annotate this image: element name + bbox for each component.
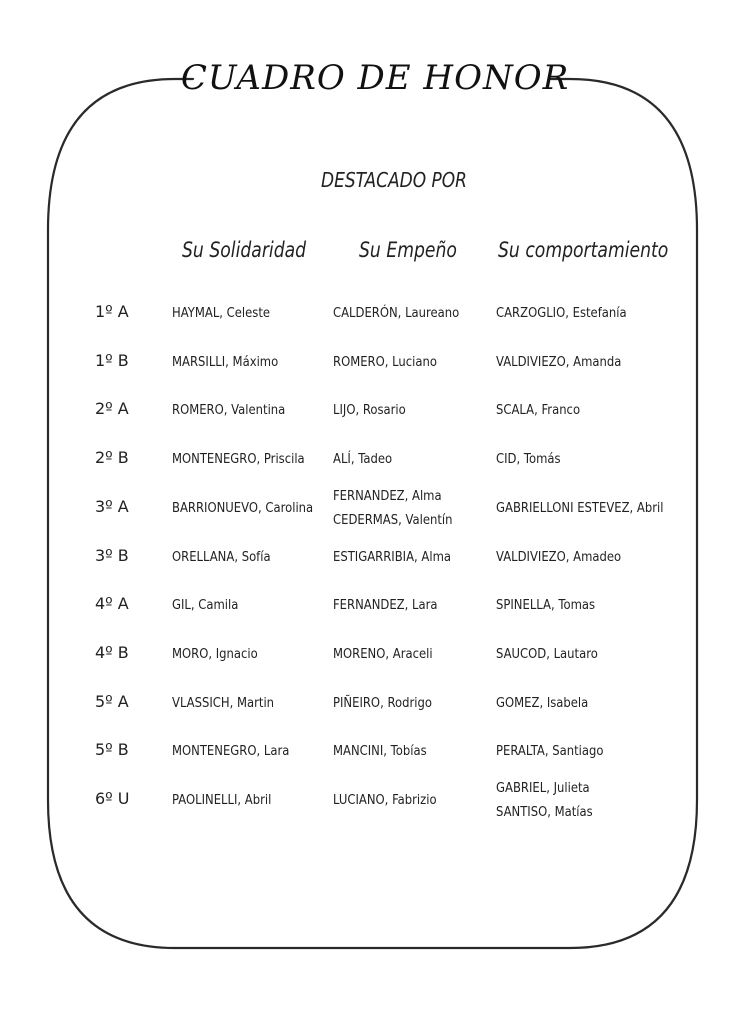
student-name: BARRIONUEVO, Carolina <box>172 499 314 516</box>
student-name: MORO, Ignacio <box>172 645 258 662</box>
student-name: PIÑEIRO, Rodrigo <box>333 694 432 711</box>
cell-solidaridad <box>172 447 305 471</box>
student-name: LIJO, Rosario <box>333 402 406 419</box>
cell-empeno <box>333 739 427 763</box>
cell-solidaridad <box>172 593 238 617</box>
column-header-empeno: Su Empeño <box>359 238 457 262</box>
cell-comportamiento <box>496 593 595 617</box>
section-subtitle: DESTACADO POR <box>321 168 467 192</box>
cell-comportamiento <box>496 691 588 715</box>
cell-empeno <box>333 447 392 471</box>
student-name: ROMERO, Luciano <box>333 353 437 370</box>
student-name: GIL, Camila <box>172 597 239 614</box>
student-name: GABRIELLONI ESTEVEZ, Abril <box>496 499 664 516</box>
grade-label: 5º B <box>95 740 129 760</box>
student-name: VALDIVIEZO, Amadeo <box>496 548 622 565</box>
cell-empeno <box>333 398 406 422</box>
student-name: FERNANDEZ, Alma <box>333 487 442 504</box>
student-name: PERALTA, Santiago <box>496 743 604 760</box>
cell-comportamiento <box>496 776 593 824</box>
cell-solidaridad <box>172 788 271 812</box>
student-name: ALÍ, Tadeo <box>333 451 393 468</box>
cell-solidaridad <box>172 739 289 763</box>
student-name: ROMERO, Valentina <box>172 402 286 419</box>
grade-label: 4º A <box>95 594 129 614</box>
cell-comportamiento <box>496 642 598 666</box>
cell-comportamiento <box>496 301 627 325</box>
cell-empeno <box>333 545 451 569</box>
student-name: ORELLANA, Sofía <box>172 548 271 565</box>
student-name: MANCINI, Tobías <box>333 743 427 760</box>
cell-comportamiento <box>496 350 621 374</box>
student-name: ESTIGARRIBIA, Alma <box>333 548 452 565</box>
grade-label: 5º A <box>95 691 129 711</box>
cell-solidaridad <box>172 691 274 715</box>
student-name: HAYMAL, Celeste <box>172 305 271 321</box>
cell-solidaridad <box>172 350 278 374</box>
student-name: SPINELLA, Tomas <box>496 597 596 614</box>
cell-empeno <box>333 350 437 374</box>
cell-empeno <box>333 484 453 532</box>
student-name: MONTENEGRO, Lara <box>172 743 290 760</box>
student-name: CARZOGLIO, Estefanía <box>496 305 627 321</box>
student-name: GABRIEL, Julieta <box>496 780 590 796</box>
student-name: PAOLINELLI, Abril <box>172 792 272 808</box>
student-name: MORENO, Araceli <box>333 645 433 662</box>
cell-solidaridad <box>172 642 258 666</box>
grade-label: 1º A <box>95 302 129 321</box>
cell-comportamiento <box>496 398 580 422</box>
cell-empeno <box>333 788 437 812</box>
grade-label: 1º B <box>95 350 129 370</box>
column-header-comportamiento: Su comportamiento <box>498 238 669 262</box>
student-name: LUCIANO, Fabrizio <box>333 792 437 808</box>
student-name: CALDERÓN, Laureano <box>333 305 460 321</box>
student-name: CEDERMAS, Valentín <box>333 511 453 528</box>
student-name: FERNANDEZ, Lara <box>333 597 438 614</box>
cell-empeno <box>333 593 437 617</box>
cell-solidaridad <box>172 301 270 325</box>
grade-label: 3º A <box>95 496 129 516</box>
cell-comportamiento <box>496 447 561 471</box>
cell-empeno <box>333 642 433 666</box>
grade-label: 2º A <box>95 399 129 419</box>
student-name: SCALA, Franco <box>496 402 581 419</box>
cell-solidaridad <box>172 496 313 520</box>
grade-label: 4º B <box>95 642 129 662</box>
student-name: MARSILLI, Máximo <box>172 353 279 370</box>
cell-empeno <box>333 301 459 325</box>
cell-comportamiento <box>496 496 663 520</box>
grade-label: 2º B <box>95 448 129 468</box>
student-name: VLASSICH, Martin <box>172 694 275 711</box>
grade-label: 3º B <box>95 545 129 565</box>
student-name: SANTISO, Matías <box>496 804 593 820</box>
student-name: CID, Tomás <box>496 451 561 468</box>
cell-comportamiento <box>496 739 603 763</box>
cell-comportamiento <box>496 545 621 569</box>
cell-solidaridad <box>172 398 285 422</box>
student-name: VALDIVIEZO, Amanda <box>496 353 622 370</box>
student-name: GOMEZ, Isabela <box>496 694 589 711</box>
cell-solidaridad <box>172 545 271 569</box>
column-header-solidaridad: Su Solidaridad <box>182 238 307 262</box>
grade-label: 6º U <box>95 789 130 808</box>
student-name: MONTENEGRO, Priscila <box>172 451 305 468</box>
cell-empeno <box>333 691 432 715</box>
student-name: SAUCOD, Lautaro <box>496 645 598 662</box>
page-title: CUADRO DE HONOR <box>180 58 570 98</box>
